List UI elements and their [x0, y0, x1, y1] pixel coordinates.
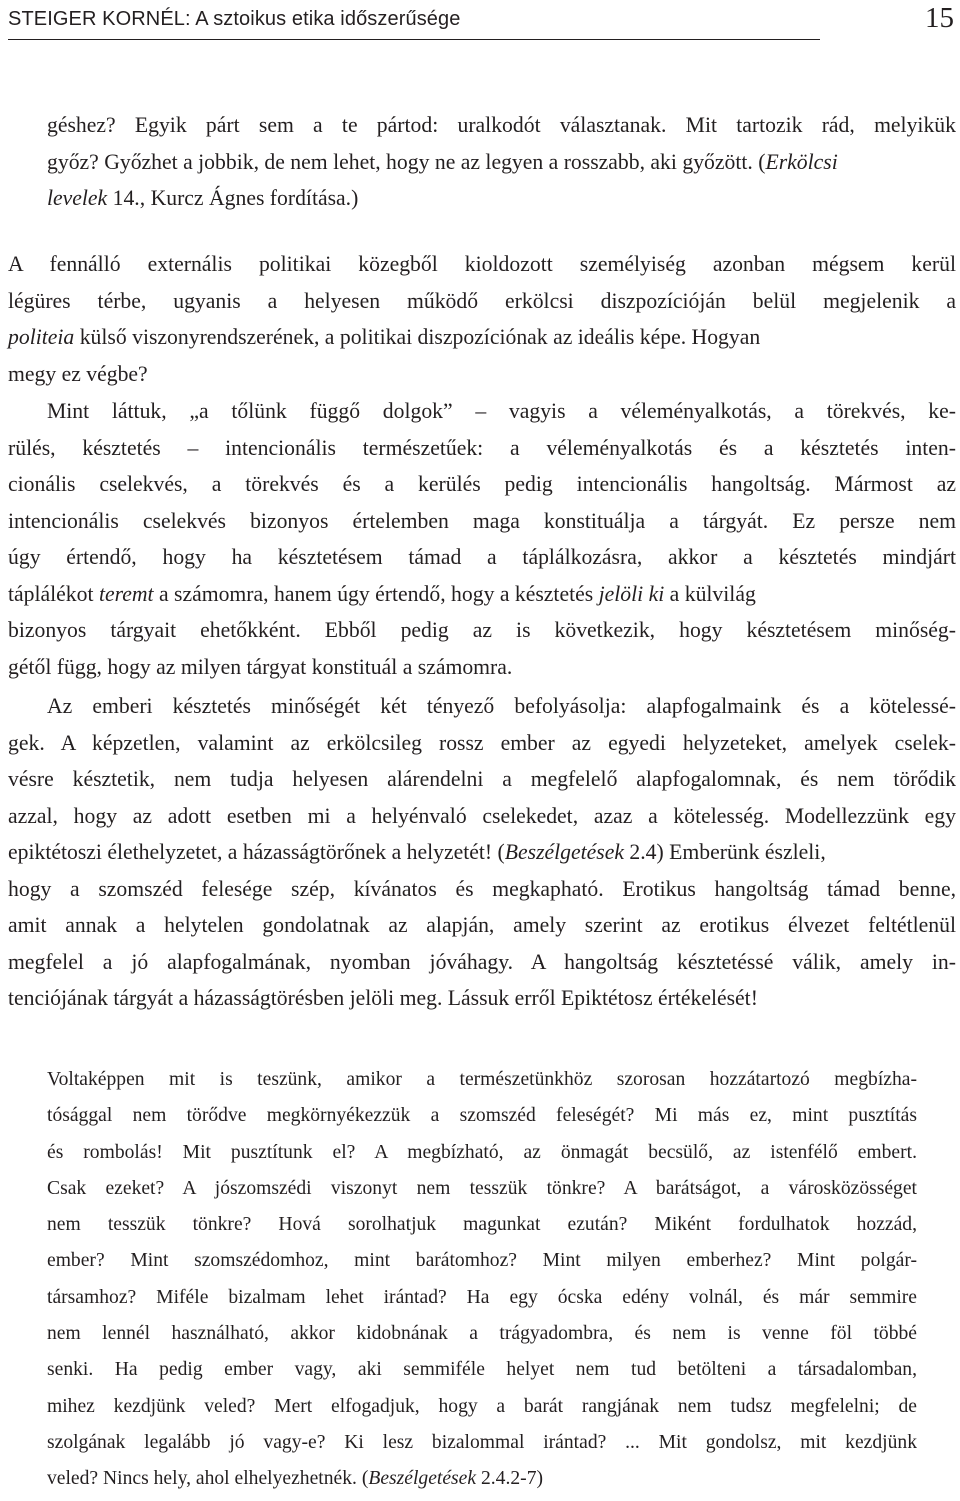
- text-line: senki. Ha pedig ember vagy, aki semmiféle helyet nem tud betölteni a társadalomban,: [47, 1359, 917, 1381]
- text-line: Mint láttuk, „a tőlünk függő dolgok” – vagyis a véleményalkotás, a törekvés, ke-: [47, 399, 956, 423]
- text-line: [8, 834, 956, 871]
- text-line: A fennálló externális politikai közegből kioldozott személyiség azonban mégsem kerül: [8, 252, 956, 276]
- paragraph-1: [8, 246, 956, 392]
- text-line: [8, 576, 956, 613]
- page-number: 15: [925, 2, 954, 34]
- text-line: gétől függ, hogy az milyen tárgyat konstituál a számomra.: [8, 654, 513, 679]
- text-run: epiktétoszi élethelyzetet, a házasságtörőnek a helyzetét! (: [8, 840, 505, 864]
- text-line: társamhoz? Miféle bizalmam lehet irántad? Ha egy ócska edény volnál, és már semmire: [47, 1286, 917, 1308]
- page-header: [8, 4, 956, 34]
- text-line: [47, 1461, 917, 1497]
- italic-run: Beszélgetések: [368, 1468, 477, 1490]
- italic-run: Beszélgetések: [504, 840, 624, 864]
- text-line: cionális cselekvés, a törekvés és a kerülés pedig intencionális hangoltság. Mármost az: [8, 472, 956, 496]
- italic-run: teremt: [98, 581, 154, 606]
- italic-run: politeia: [8, 325, 75, 349]
- header-rule: [8, 39, 820, 40]
- text-run: táplálékot: [8, 581, 99, 606]
- text-line: [47, 180, 956, 217]
- text-line: légüres térbe, ugyanis a helyesen működő erkölcsi diszpozícióján belül megjelenik a: [8, 288, 956, 313]
- text-run: a külvilág: [664, 581, 756, 606]
- running-head: STEIGER KORNÉL: A sztoikus etika időszerűsége: [8, 8, 461, 30]
- text-line: nem tesszük tönkre? Hová sorolhatjuk magunkat ezután? Miként fordulhatok hozzád,: [47, 1214, 917, 1236]
- italic-run: Erkölcsi: [765, 149, 838, 174]
- text-line: mihez kezdjünk veled? Mert elfogadjuk, hogy a barát rangjának nem tudsz megfelelni; de: [47, 1395, 917, 1417]
- text-run: 2.4) Emberünk észleli,: [623, 840, 826, 864]
- text-line: megy ez végbe?: [8, 361, 148, 386]
- text-run: győz? Győzhet a jobbik, de nem lehet, hogy ne az legyen a rosszabb, aki győzött. (: [47, 149, 766, 174]
- italic-run: levelek: [47, 186, 108, 210]
- text-line: gek. A képzetlen, valamint az erkölcsileg rossz ember az egyedi helyzeteket, amelyek cselek-: [8, 730, 956, 755]
- text-line: Csak ezeket? A jószomszédi viszonyt nem tesszük tönkre? A barátságot, a városközösséget: [47, 1177, 917, 1199]
- text-line: vésre késztetik, nem tudja helyesen alárendelni a megfelelő alapfogalomnak, és nem törődik: [8, 767, 956, 791]
- text-line: azzal, hogy az adott esetben mi a helyénvaló cselekedet, azaz a kötelesség. Modellezzünk egy: [8, 803, 956, 828]
- text-line: [8, 319, 956, 356]
- text-line: megfelel a jó alapfogalmának, nyomban jóváhagy. A hangoltság késztetéssé válik, amely in-: [8, 949, 956, 974]
- paragraph-2: [8, 393, 956, 685]
- text-line: hogy a szomszéd felesége szép, kívánatos és megkapható. Erotikus hangoltság támad benne,: [8, 876, 956, 901]
- text-line: szolgának legalább jó vagy-e? Ki lesz bizalommal irántad? ... Mit gondolsz, mit kezdjünk: [47, 1431, 917, 1453]
- quote-block-2: [47, 1062, 917, 1498]
- text-run: külső viszonyrendszerének, a politikai diszpozíciónak az ideális képe. Hogyan: [74, 325, 761, 349]
- text-line: intencionális cselekvés bizonyos értelemben maga konstituálja a tárgyát. Ez persze nem: [8, 508, 956, 533]
- text-line: amit annak a helytelen gondolatnak az alapján, amely szerint az erotikus élvezet feltétlenül: [8, 913, 956, 937]
- text-line: ember? Mint szomszédomhoz, mint barátomhoz? Mint milyen emberhez? Mint polgár-: [47, 1250, 917, 1272]
- text-run: veled? Nincs hely, ahol elhelyezhetnék. (: [47, 1468, 369, 1490]
- text-line: rülés, késztetés – intencionális természetűek: a véleményalkotás és a késztetés inten-: [8, 435, 956, 460]
- paragraph-3: [8, 688, 956, 1017]
- text-run: 14., Kurcz Ágnes fordítása.): [107, 186, 359, 210]
- text-line: Voltaképpen mit is teszünk, amikor a természetünkhöz szorosan hozzátartozó megbízha-: [47, 1069, 917, 1090]
- text-run: 2.4.2-7): [476, 1468, 544, 1490]
- text-line: úgy értendő, hogy ha késztetésem támad a táplálkozásra, akkor a késztetés mindjárt: [8, 545, 956, 569]
- text-line: bizonyos tárgyait ehetőkként. Ebből pedig az is következik, hogy késztetésem minőség-: [8, 618, 956, 642]
- text-line: géshez? Egyik párt sem a te pártod: uralkodót választanak. Mit tartozik rád, melyikük: [47, 113, 956, 137]
- text-line: Az emberi késztetés minőségét két tényező befolyásolja: alapfogalmaink és a kötelessé-: [47, 694, 956, 718]
- text-run: a számomra, hanem úgy értendő, hogy a késztetés: [153, 581, 599, 606]
- text-line: [47, 144, 956, 181]
- text-line: tósággal nem törődve megkörnyékezzük a szomszéd feleségét? Mi más ez, mint pusztítás: [47, 1105, 917, 1127]
- text-line: tenciójának tárgyát a házasságtörésben jelöli meg. Lássuk erről Epiktétosz értékelését!: [8, 986, 758, 1010]
- quote-block-1: [47, 107, 956, 217]
- italic-run: jelöli ki: [598, 581, 665, 606]
- text-line: nem lennél használható, akkor kidobnának a trágyadombra, és nem is venne föl többé: [47, 1323, 917, 1345]
- text-line: és rombolás! Mit pusztítunk el? A megbízható, az önmagát becsülő, az istenfélő embert.: [47, 1141, 917, 1163]
